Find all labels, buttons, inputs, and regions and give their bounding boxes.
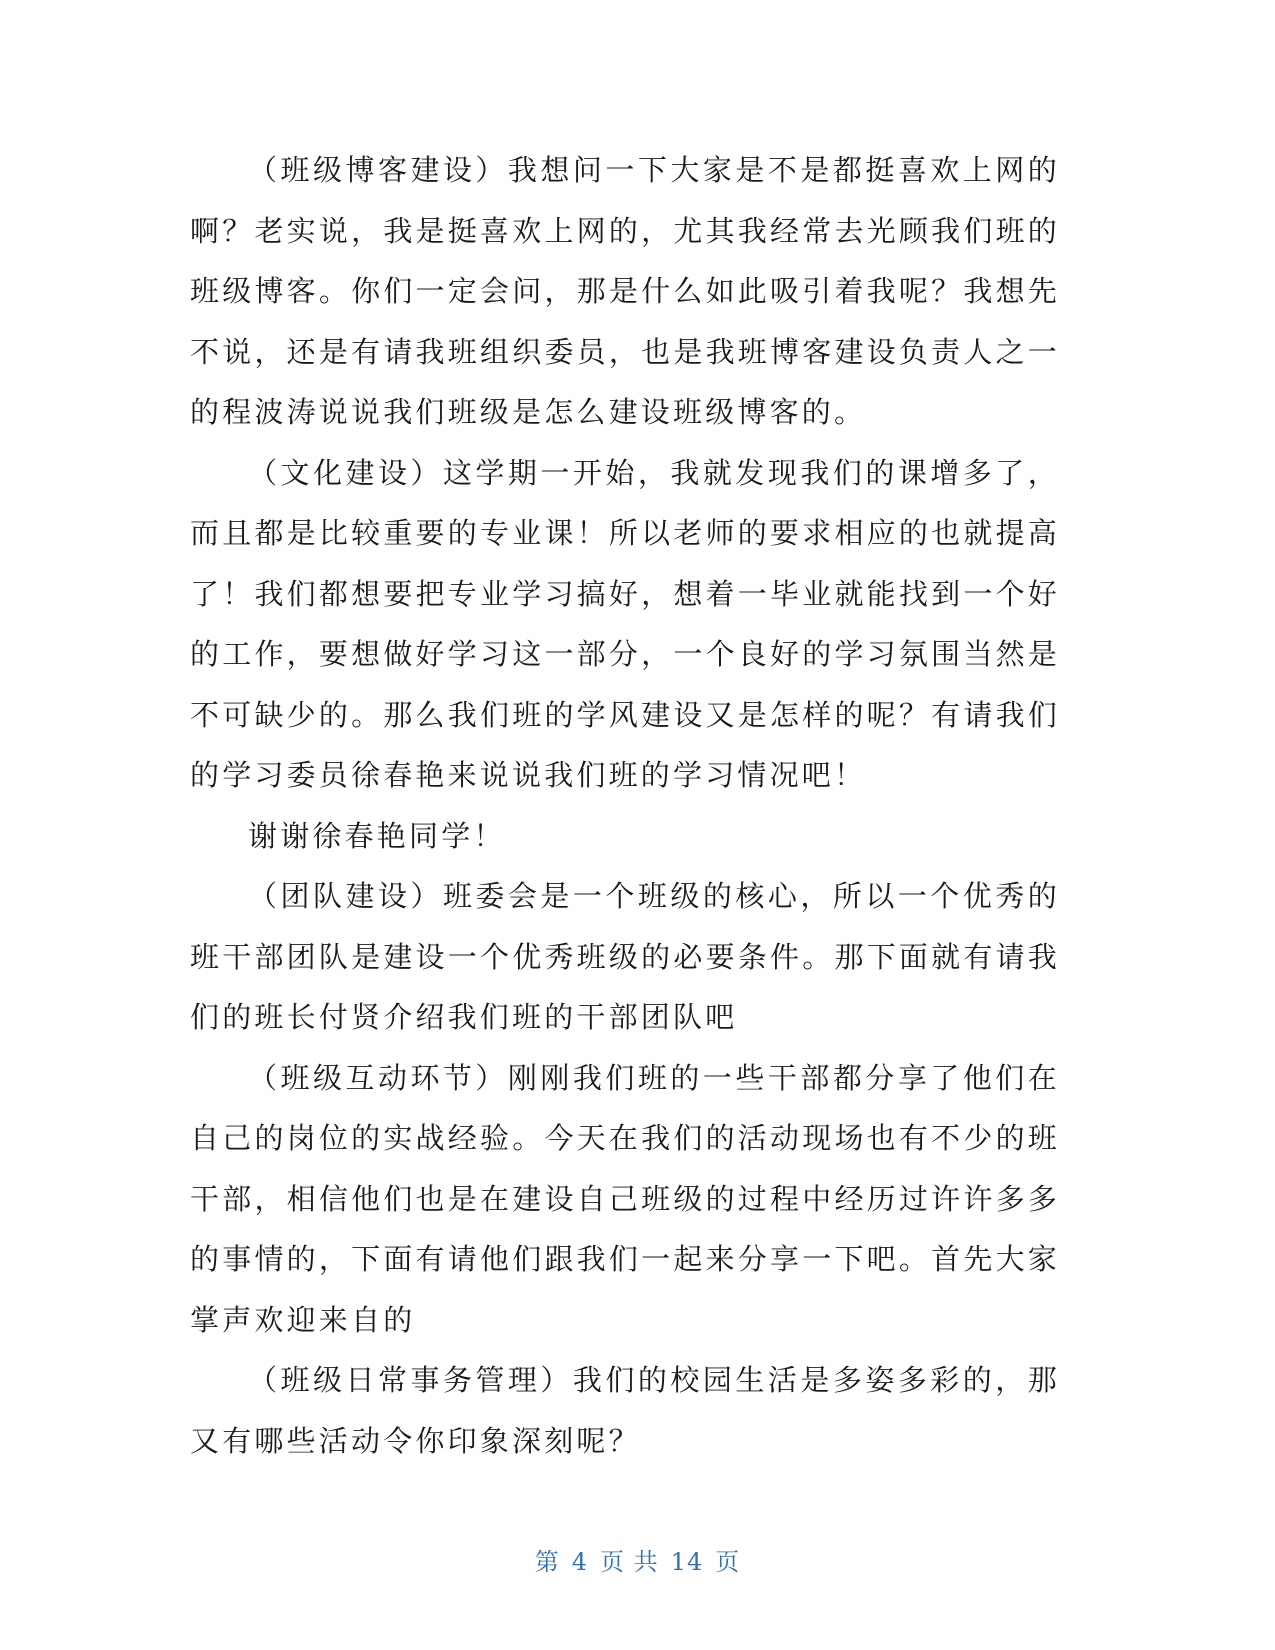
paragraph-blog-building: （班级博客建设）我想问一下大家是不是都挺喜欢上网的啊？老实说，我是挺喜欢上网的，尤其我经常去光顾我们班的班级博客。你们一定会问，那是什么如此吸引着我呢？我想先不说，还是有请我班组织委员，也是我班博客建设负责人之一的程波涛说说我们班级是怎么建设班级博客的。: [190, 153, 1060, 429]
footer-prefix: 第: [534, 1548, 560, 1576]
paragraph-class-interaction: （班级互动环节）刚刚我们班的一些干部都分享了他们在自己的岗位的实战经验。今天在我们的活动现场也有不少的班干部，相信他们也是在建设自己班级的过程中经历过许许多多的事情的，下面有请他们跟我们一起来分享一下吧。首先大家掌声欢迎来自的: [190, 1060, 1060, 1337]
paragraph-thanks: 谢谢徐春艳同学！: [248, 818, 506, 853]
page-number-footer: [0, 1542, 1275, 1577]
footer-current-page: 4: [571, 1548, 589, 1576]
paragraph-culture-building: （文化建设）这学期一开始，我就发现我们的课增多了，而且都是比较重要的专业课！所以老师的要求相应的也就提高了！我们都想要把专业学习搞好，想着一毕业就能找到一个好的工作，要想做好学习这一部分，一个良好的学习氛围当然是不可缺少的。那么我们班的学风建设又是怎样的呢？有请我们的学习委员徐春艳来说说我们班的学习情况吧！: [190, 455, 1060, 792]
paragraph-team-building: （团队建设）班委会是一个班级的核心，所以一个优秀的班干部团队是建设一个优秀班级的必要条件。那下面就有请我们的班长付贤介绍我们班的干部团队吧: [190, 879, 1060, 1034]
footer-suffix: 页: [715, 1548, 741, 1576]
paragraph-daily-affairs: （班级日常事务管理）我们的校园生活是多姿多彩的，那又有哪些活动令你印象深刻呢？: [190, 1363, 1060, 1458]
footer-total-pages: 14: [670, 1548, 704, 1576]
footer-middle: 页 共: [600, 1548, 659, 1576]
document-body: [190, 140, 1060, 1471]
